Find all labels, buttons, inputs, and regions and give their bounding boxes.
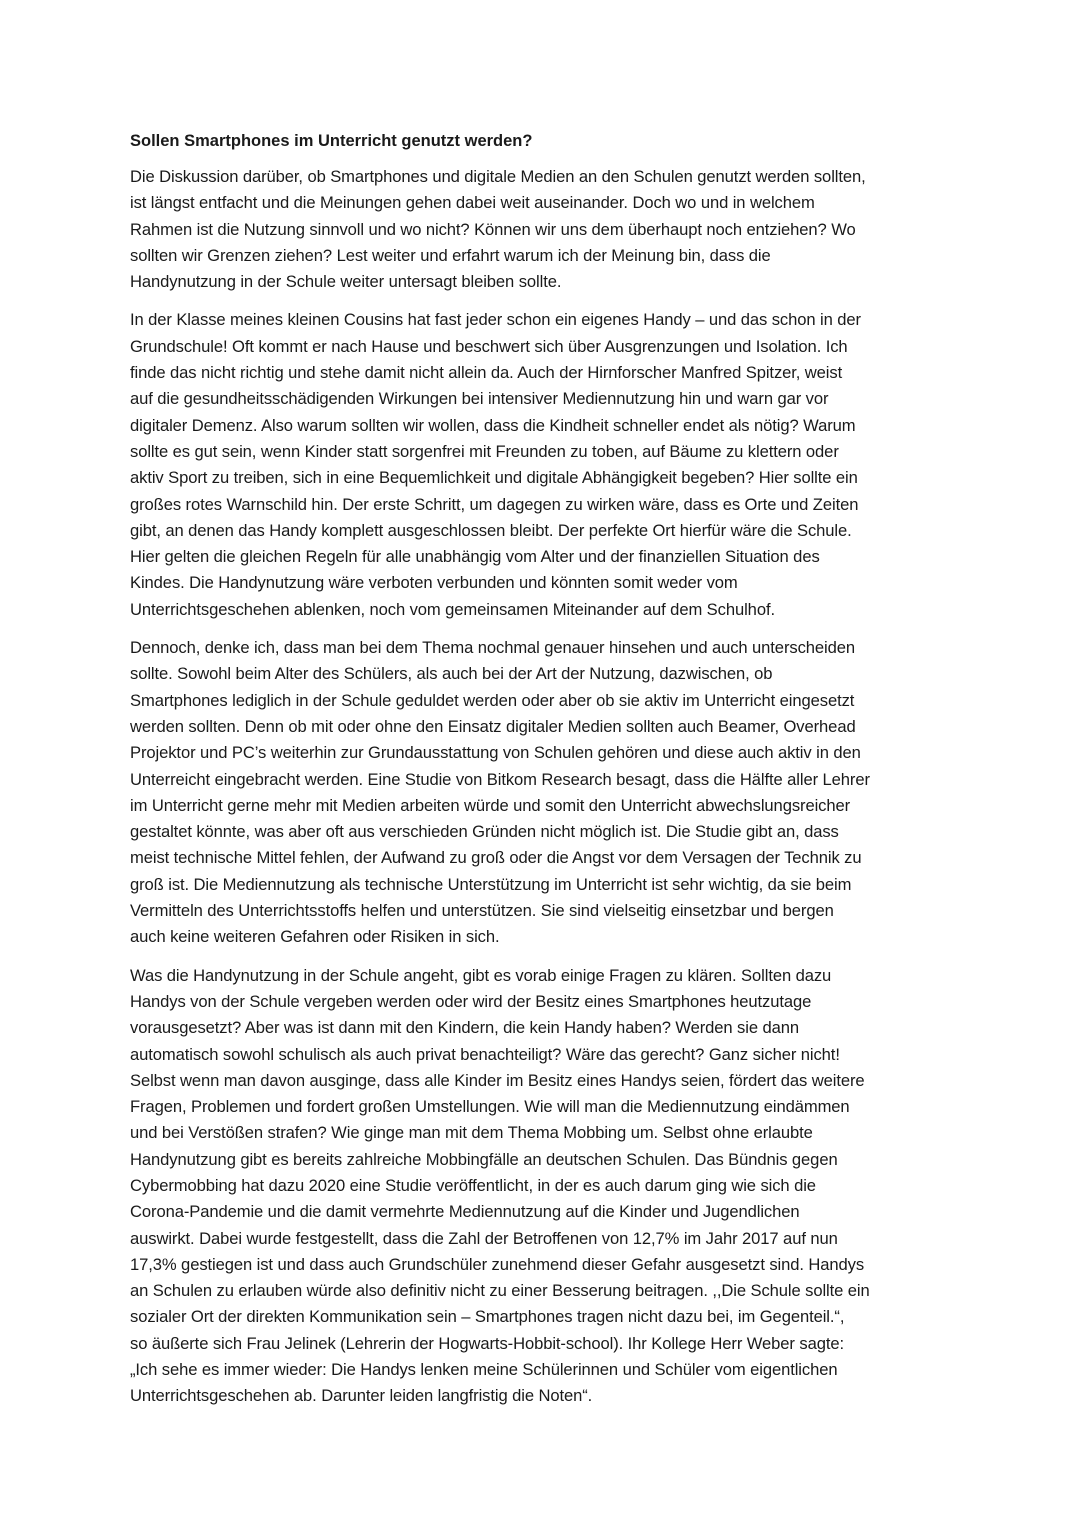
text-line: gibt, an denen das Handy komplett ausgeschlossen bleibt. Der perfekte Ort hierfür wäre die Schule. [130, 520, 852, 540]
text-line: sozialer Ort der direkten Kommunikation sein – Smartphones tragen nicht dazu bei, im Gegenteil.“, [130, 1307, 845, 1327]
text-line: In der Klasse meines kleinen Cousins hat fast jeder schon ein eigenes Handy – und das schon in der [130, 310, 861, 330]
text-line: Handynutzung in der Schule weiter untersagt bleiben sollte. [130, 272, 562, 292]
text-line: auch keine weiteren Gefahren oder Risiken in sich. [130, 927, 500, 947]
text-line: Cybermobbing hat dazu 2020 eine Studie veröffentlicht, in der es auch darum ging wie sich die [130, 1175, 816, 1195]
text-line: vorausgesetzt? Aber was ist dann mit den Kindern, die kein Handy haben? Werden sie dann [130, 1018, 799, 1038]
text-line: Die Diskussion darüber, ob Smartphones und digitale Medien an den Schulen genutzt werden sollten, [130, 167, 866, 186]
paragraph-1 [130, 164, 960, 295]
text-line: automatisch sowohl schulisch als auch privat benachteiligt? Wäre das gerecht? Ganz sicher nicht! [130, 1044, 840, 1064]
text-line: auswirkt. Dabei wurde festgestellt, dass die Zahl der Betroffenen von 12,7% im Jahr 2017 auf nun [130, 1228, 838, 1248]
text-line: Was die Handynutzung in der Schule angeht, gibt es vorab einige Fragen zu klären. Sollten dazu [130, 965, 832, 985]
text-line: ist längst entfacht und die Meinungen gehen dabei weit auseinander. Doch wo und in welchem [130, 193, 815, 213]
text-line: sollte es gut sein, wenn Kinder statt sorgenfrei mit Freunden zu toben, auf Bäume zu klettern oder [130, 441, 839, 461]
document-body [130, 130, 960, 1422]
text-line: Hier gelten die gleichen Regeln für alle unabhängig vom Alter und der finanziellen Situation des [130, 547, 820, 567]
text-line: Smartphones lediglich in der Schule geduldet werden oder aber ob sie aktiv im Unterricht eingesetzt [130, 690, 855, 710]
text-line: aktiv Sport zu treiben, sich in eine Bequemlichkeit und digitale Abhängigkeit begeben? Hier sollte ein [130, 468, 858, 488]
text-line: meist technische Mittel fehlen, der Aufwand zu groß oder die Angst vor dem Versagen der Technik zu [130, 848, 862, 868]
text-line: und bei Verstößen strafen? Wie ginge man mit dem Thema Mobbing um. Selbst ohne erlaubte [130, 1123, 813, 1143]
text-line: großes rotes Warnschild hin. Der erste Schritt, um dagegen zu wirken wäre, dass es Orte und Zeiten [130, 494, 859, 514]
text-line: finde das nicht richtig und stehe damit nicht allein da. Auch der Hirnforscher Manfred Spitzer, weist [130, 363, 843, 383]
text-line: Dennoch, denke ich, dass man bei dem Thema nochmal genauer hinsehen und auch unterscheiden [130, 638, 855, 658]
text-line: Unterrichtsgeschehen ab. Darunter leiden langfristig die Noten“. [130, 1386, 593, 1406]
paragraph-4 [130, 963, 960, 1410]
page-title: Sollen Smartphones im Unterricht genutzt werden? [130, 132, 533, 150]
text-line: werden sollten. Denn ob mit oder ohne den Einsatz digitaler Medien sollten auch Beamer, Overhead [130, 716, 856, 736]
text-line: 17,3% gestiegen ist und dass auch Grundschüler zunehmend dieser Gefahr ausgesetzt sind. Handys [130, 1254, 865, 1274]
text-line: sollte. Sowohl beim Alter des Schülers, als auch bei der Art der Nutzung, dazwischen, ob [130, 664, 773, 684]
paragraph-3 [130, 635, 960, 951]
text-line: Projektor und PC’s weiterhin zur Grundausstattung von Schulen gehören und diese auch aktiv in den [130, 743, 861, 763]
text-line: auf die gesundheitsschädigenden Wirkungen bei intensiver Mediennutzung hin und warn gar vor [130, 389, 829, 409]
text-line: groß ist. Die Mediennutzung als technische Unterstützung im Unterricht ist sehr wichtig, da sie beim [130, 874, 852, 894]
text-line: an Schulen zu erlauben würde also definitiv nicht zu einer Besserung beitragen. ,,Die Schule sollte ein [130, 1281, 870, 1301]
text-line: so äußerte sich Frau Jelinek (Lehrerin der Hogwarts-Hobbit-school). Ihr Kollege Herr Weber sagte: [130, 1333, 844, 1353]
text-line: digitaler Demenz. Also warum sollten wir wollen, dass die Kindheit schneller endet als nötig? Warum [130, 415, 856, 435]
text-line: Unterreicht eingebracht werden. Eine Studie von Bitkom Research besagt, dass die Hälfte aller Lehrer [130, 769, 870, 789]
text-line: Handys von der Schule vergeben werden oder wird der Besitz eines Smartphones heutzutage [130, 991, 812, 1011]
text-line: Corona-Pandemie und die damit vermehrte Mediennutzung auf die Kinder und Jugendlichen [130, 1202, 800, 1222]
text-line: sollten wir Grenzen ziehen? Lest weiter und erfahrt warum ich der Meinung bin, dass die [130, 245, 771, 265]
text-line: Grundschule! Oft kommt er nach Hause und beschwert sich über Ausgrenzungen und Isolation. Ich [130, 336, 848, 356]
text-line: Unterrichtsgeschehen ablenken, noch vom gemeinsamen Miteinander auf dem Schulhof. [130, 599, 775, 619]
text-line: Fragen, Problemen und fordert großen Umstellungen. Wie will man die Mediennutzung eindämmen [130, 1097, 850, 1117]
text-line: „Ich sehe es immer wieder: Die Handys lenken meine Schülerinnen und Schüler vom eigentlichen [130, 1360, 838, 1380]
text-line: Selbst wenn man davon ausginge, dass alle Kinder im Besitz eines Handys seien, fördert das weitere [130, 1070, 865, 1090]
text-line: Vermitteln des Unterrichtsstoffs helfen und unterstützen. Sie sind vielseitig einsetzbar und bergen [130, 901, 834, 921]
paragraph-2 [130, 307, 960, 623]
text-line: im Unterricht gerne mehr mit Medien arbeiten würde und somit den Unterricht abwechslungsreicher [130, 795, 851, 815]
text-line: gestaltet könnte, was aber oft aus verschieden Gründen nicht möglich ist. Die Studie gibt an, dass [130, 822, 839, 842]
text-line: Rahmen ist die Nutzung sinnvoll und wo nicht? Können wir uns dem überhaupt noch entziehen? Wo [130, 219, 856, 239]
text-line: Kindes. Die Handynutzung wäre verboten verbunden und könnten somit weder vom [130, 573, 738, 593]
text-line: Handynutzung gibt es bereits zahlreiche Mobbingfälle an deutschen Schulen. Das Bündnis gegen [130, 1149, 838, 1169]
